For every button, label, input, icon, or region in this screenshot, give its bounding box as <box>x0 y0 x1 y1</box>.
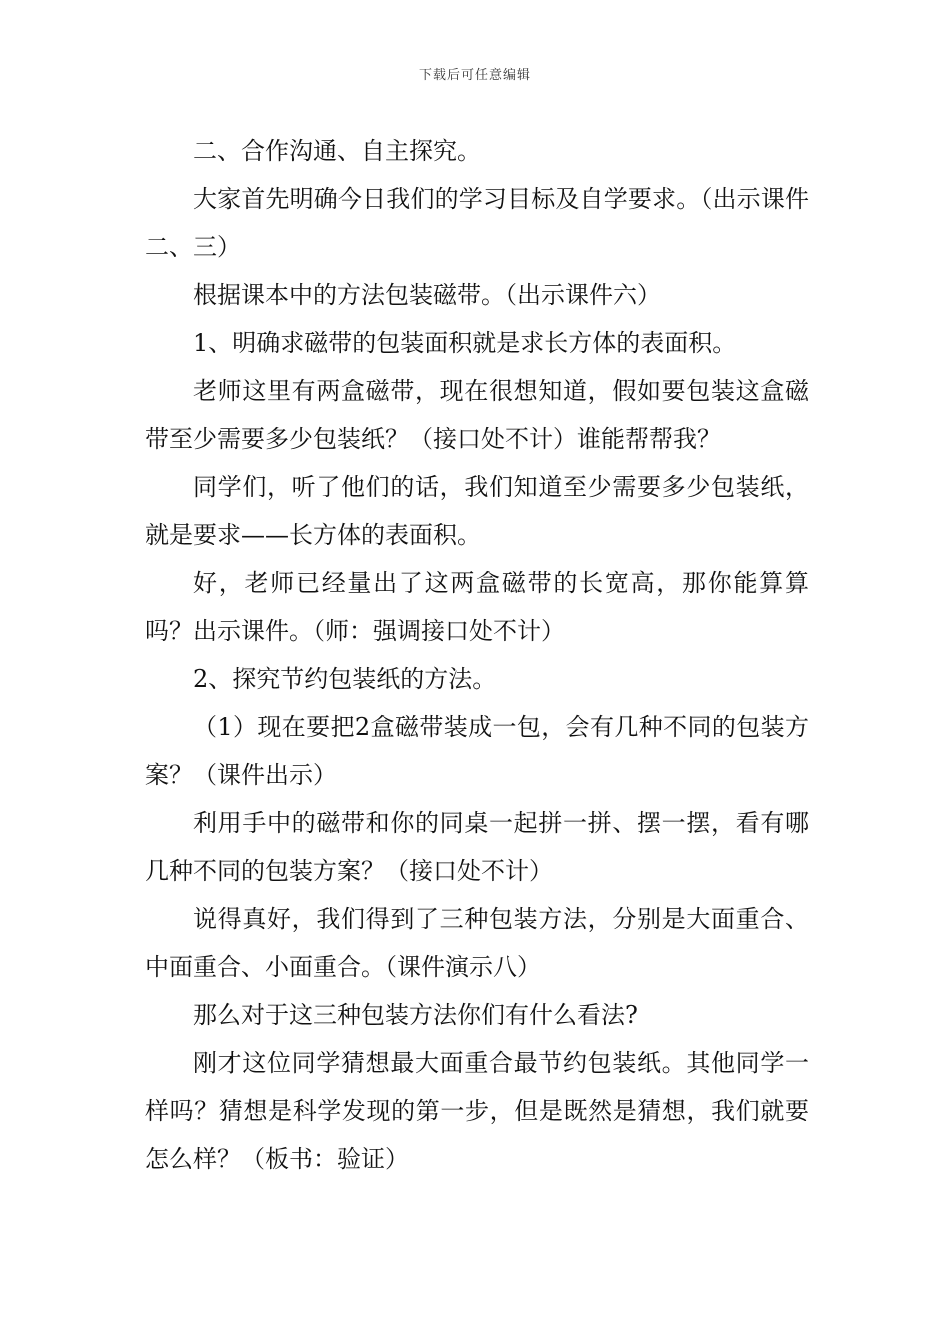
paragraph: 那么对于这三种包装方法你们有什么看法? <box>193 1001 638 1029</box>
document-body <box>145 127 809 1183</box>
paragraph: 刚才这位同学猜想最大面重合最节约包装纸。其他同学一样吗？猜想是科学发现的第一步，但是既然是猜想，我们就要怎么样？（板书：验证） <box>145 1049 809 1173</box>
section-heading: 二、合作沟通、自主探究。 <box>193 137 481 165</box>
paragraph: 老师这里有两盒磁带，现在很想知道，假如要包装这盒磁带至少需要多少包装纸？（接口处不计）谁能帮帮我？ <box>145 377 809 453</box>
paragraph: 根据课本中的方法包装磁带。（出示课件六） <box>193 281 661 309</box>
paragraph: 利用手中的磁带和你的同桌一起拼一拼、摆一摆，看有哪几种不同的包装方案？（接口处不计） <box>145 809 809 885</box>
paragraph: （1）现在要把2盒磁带装成一包，会有几种不同的包装方案？（课件出示） <box>145 713 809 789</box>
paragraph: 同学们，听了他们的话，我们知道至少需要多少包装纸，就是要求——长方体的表面积。 <box>145 473 809 549</box>
page-header: 下载后可任意编辑 <box>418 68 531 83</box>
paragraph: 大家首先明确今日我们的学习目标及自学要求。（出示课件二、三） <box>145 185 809 261</box>
paragraph: 说得真好，我们得到了三种包装方法，分别是大面重合、中面重合、小面重合。（课件演示八） <box>145 905 809 981</box>
paragraph: 好，老师已经量出了这两盒磁带的长宽高，那你能算算吗？出示课件。（师：强调接口处不计） <box>145 569 809 645</box>
paragraph: 2、探究节约包装纸的方法。 <box>193 665 497 693</box>
paragraph: 1、明确求磁带的包装面积就是求长方体的表面积。 <box>193 329 737 357</box>
